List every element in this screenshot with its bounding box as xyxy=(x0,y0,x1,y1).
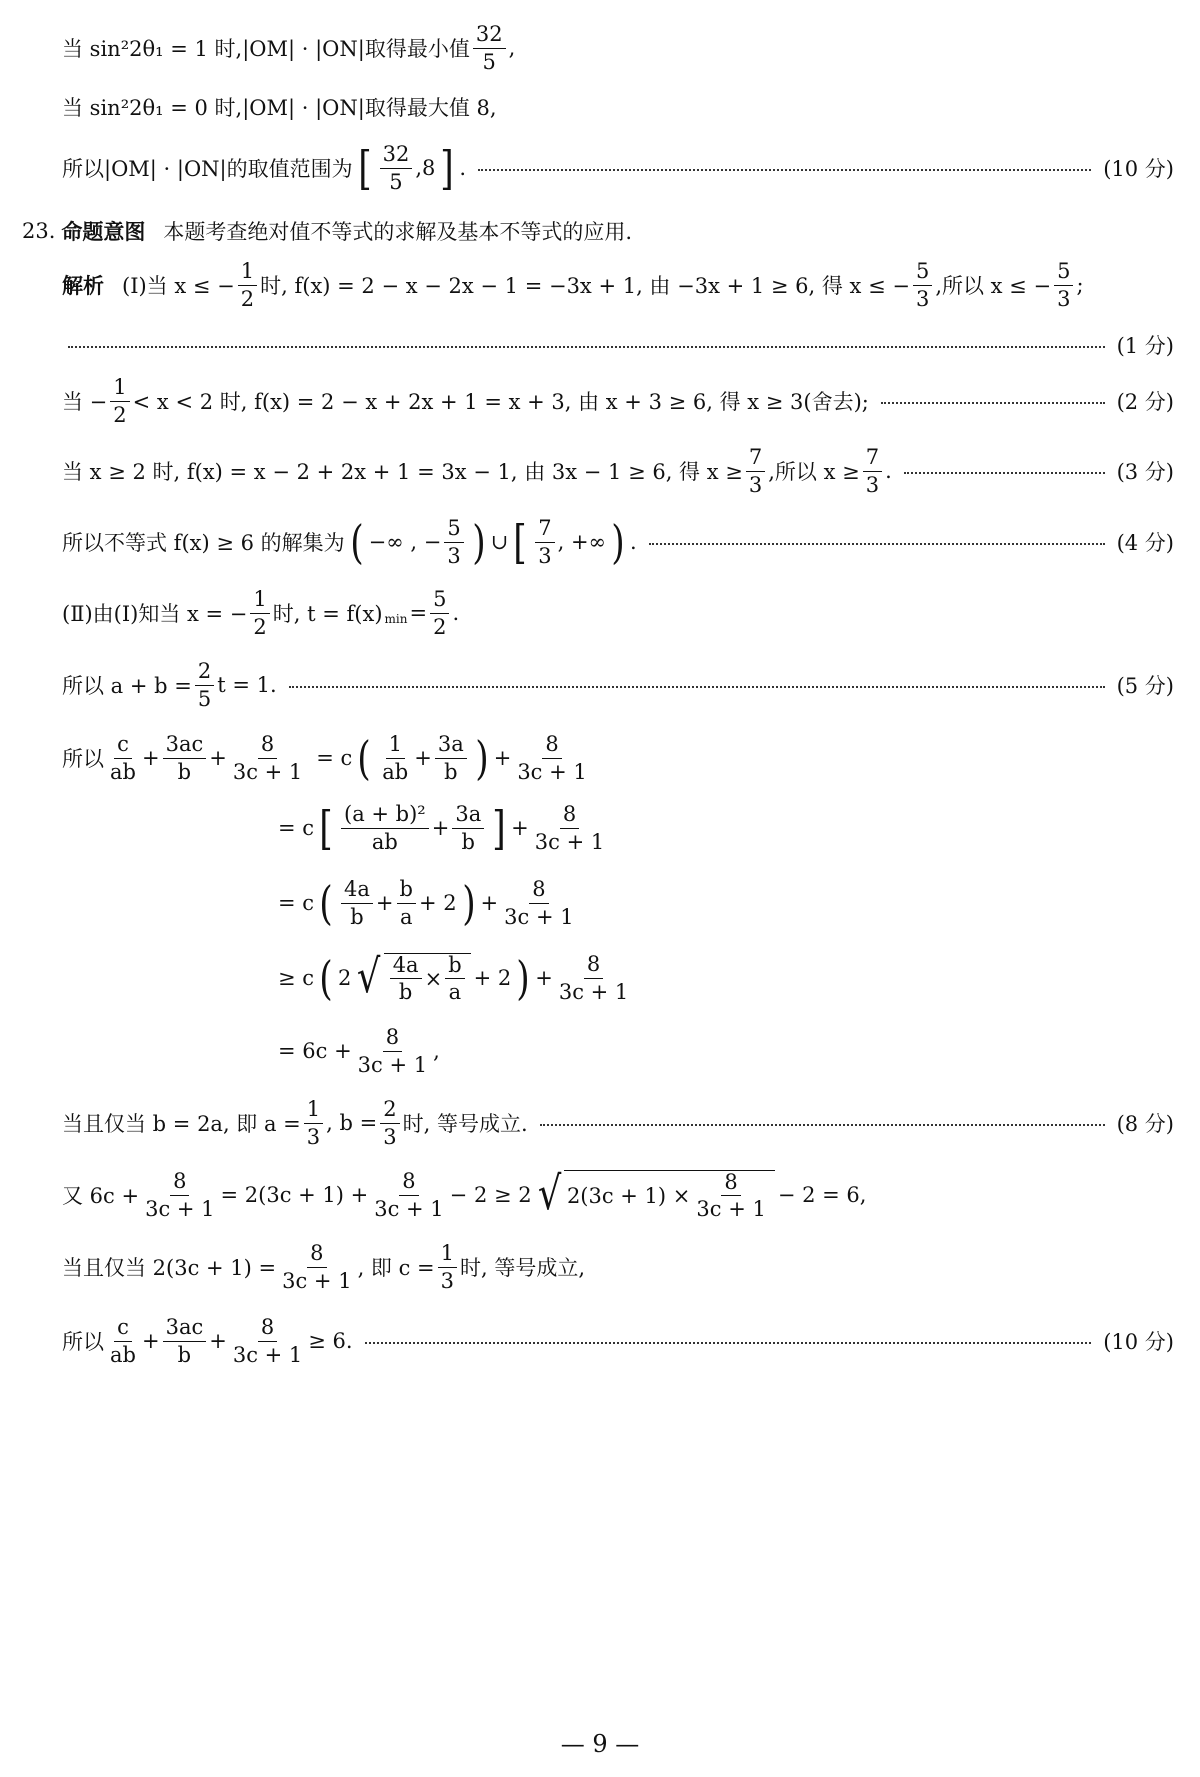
line-range xyxy=(62,140,1174,196)
score-label: (3 分) xyxy=(1116,460,1174,484)
fraction xyxy=(435,733,467,782)
line-derivation-5 xyxy=(278,1024,1174,1078)
right-paren: ) xyxy=(474,731,489,785)
operator: + xyxy=(511,816,529,840)
dot-leader xyxy=(881,402,1105,404)
text: 当且仅当 b = 2a, 即 a = xyxy=(62,1112,301,1136)
text: ,8 xyxy=(415,156,436,180)
denominator: b xyxy=(398,980,413,1004)
section-label: 命题意图 xyxy=(61,219,146,244)
line-conclusion xyxy=(62,1314,1174,1368)
denominator: 3c + 1 xyxy=(517,759,587,784)
denominator: a xyxy=(399,904,413,929)
text: 所以 xyxy=(62,747,104,771)
denominator: ab xyxy=(110,1342,136,1367)
numerator: 5 xyxy=(913,260,932,285)
text: + 2 xyxy=(418,891,457,915)
line-equality-condition-2 xyxy=(62,1240,1174,1294)
left-bracket: [ xyxy=(357,141,372,195)
left-paren: ( xyxy=(319,876,333,930)
operator: + xyxy=(431,816,450,840)
fraction xyxy=(163,733,207,782)
text: , b = xyxy=(326,1111,378,1135)
denominator: 3c + 1 xyxy=(504,904,574,929)
square-root xyxy=(535,1165,775,1221)
fraction xyxy=(746,446,765,495)
text: ,所以 x ≤ − xyxy=(935,274,1052,298)
numerator: (a + b)² xyxy=(341,803,429,828)
text: t = 1. xyxy=(217,673,277,697)
text: = c xyxy=(316,746,353,770)
denominator: 3c + 1 xyxy=(145,1196,215,1221)
line-solution-set xyxy=(62,514,1174,570)
denominator: ab xyxy=(110,759,136,784)
denominator: 3c + 1 xyxy=(558,979,629,1004)
numerator: 3ac xyxy=(163,1316,207,1341)
denominator: 3 xyxy=(447,543,461,568)
numerator: 7 xyxy=(535,517,554,542)
fraction xyxy=(501,878,576,927)
numerator: 5 xyxy=(444,517,463,542)
text: − 2 = 6, xyxy=(777,1183,867,1207)
text: 2(3c + 1) × xyxy=(566,1183,691,1208)
operator: + xyxy=(480,891,499,915)
denominator: 3c + 1 xyxy=(232,1342,303,1367)
text: < x < 2 时, f(x) = 2 − x + 2x + 1 = x + 3, 由 x + 3 ≥ 6, 得 x ≥ 3(舍去); xyxy=(132,390,869,414)
fraction xyxy=(514,733,589,782)
denominator: 3 xyxy=(915,286,930,311)
operator: + xyxy=(414,746,432,770)
problem-number: 23. xyxy=(22,219,56,243)
denominator: b xyxy=(177,1342,192,1367)
numerator: 8 xyxy=(721,1171,740,1196)
numerator: 3a xyxy=(452,803,484,828)
numerator: 8 xyxy=(560,803,579,828)
denominator: 2 xyxy=(113,402,127,427)
fraction xyxy=(341,803,429,852)
numerator: 5 xyxy=(1054,260,1073,285)
text: 所以 xyxy=(62,1330,104,1354)
fraction xyxy=(304,1098,323,1147)
numerator: 5 xyxy=(430,588,449,613)
fraction xyxy=(473,23,506,72)
denominator: b xyxy=(444,759,458,784)
score-label: (10 分) xyxy=(1103,157,1174,181)
left-bracket: [ xyxy=(513,515,527,569)
left-bracket: [ xyxy=(319,801,333,855)
fraction xyxy=(107,1316,139,1365)
denominator: 3 xyxy=(748,472,763,497)
text: . xyxy=(452,601,460,625)
numerator: b xyxy=(397,878,416,903)
line-derivation-4 xyxy=(278,944,1174,1012)
text: 当 sin²2θ₁ = 1 时,|OM| · |ON|取得最小值 xyxy=(62,37,470,61)
denominator: 3c + 1 xyxy=(357,1052,428,1077)
operator: + xyxy=(141,746,160,770)
text: , +∞ xyxy=(557,530,607,554)
denominator: 5 xyxy=(197,686,212,711)
operator: + xyxy=(493,746,512,770)
numerator: 7 xyxy=(863,446,882,471)
denominator: 3c + 1 xyxy=(696,1197,766,1221)
fraction xyxy=(532,803,607,852)
fraction xyxy=(380,1098,399,1147)
line-derivation-2 xyxy=(278,798,1174,858)
line-case-3 xyxy=(62,444,1174,498)
section-label: 解析 xyxy=(62,273,104,298)
numerator: 8 xyxy=(170,1170,189,1195)
fraction xyxy=(430,588,449,637)
dot-leader xyxy=(478,169,1091,171)
radical-sign: √ xyxy=(357,948,381,1003)
numerator: b xyxy=(445,954,464,979)
text: . xyxy=(459,156,467,180)
text: 当 sin²2θ₁ = 0 时,|OM| · |ON|取得最大值 8, xyxy=(62,96,497,120)
numerator: 1 xyxy=(438,1242,457,1267)
left-paren: ( xyxy=(319,951,333,1005)
text: 所以|OM| · |ON|的取值范围为 xyxy=(62,157,353,181)
fraction xyxy=(693,1171,768,1220)
fraction xyxy=(110,376,129,425)
text: 当 − xyxy=(62,390,108,414)
denominator: ab xyxy=(382,759,409,784)
text: ,所以 x ≥ xyxy=(768,460,860,484)
fraction xyxy=(195,660,214,709)
fraction xyxy=(238,260,257,309)
operator: + xyxy=(535,966,553,990)
numerator: 7 xyxy=(746,446,765,471)
numerator: 8 xyxy=(258,733,277,758)
dot-leader xyxy=(68,346,1105,348)
fraction xyxy=(355,1026,430,1075)
denominator: 3c + 1 xyxy=(282,1268,352,1293)
right-paren: ) xyxy=(611,515,625,569)
numerator: 8 xyxy=(542,733,561,758)
denominator: ab xyxy=(371,829,398,854)
text: 当 x ≥ 2 时, f(x) = x − 2 + 2x + 1 = 3x − 1, 由 3x − 1 ≥ 6, 得 x ≥ xyxy=(62,460,743,484)
text: − 2 ≥ 2 xyxy=(449,1183,532,1207)
text: = 6c + xyxy=(278,1039,352,1063)
denominator: 3c + 1 xyxy=(232,759,303,784)
text: , xyxy=(433,1039,440,1063)
denominator: 3 xyxy=(1057,286,1071,311)
line-equality-condition-1 xyxy=(62,1096,1174,1150)
left-paren: ( xyxy=(357,731,372,785)
denominator: b xyxy=(350,904,364,929)
text: . xyxy=(630,530,637,554)
fraction xyxy=(230,1316,305,1365)
text: −∞ , − xyxy=(368,530,442,554)
text: , xyxy=(508,36,516,60)
numerator: 32 xyxy=(473,23,506,48)
fraction xyxy=(230,733,305,782)
score-label: (4 分) xyxy=(1116,531,1174,555)
numerator: 1 xyxy=(304,1098,323,1123)
fraction xyxy=(341,878,373,927)
fraction xyxy=(444,517,463,566)
problem-23-intent xyxy=(22,214,1174,248)
text: 2 xyxy=(338,966,352,990)
text: 又 6c + xyxy=(62,1184,140,1208)
text: (Ⅰ)当 x ≤ − xyxy=(122,274,235,298)
score-label: (1 分) xyxy=(1116,334,1174,358)
text: = c xyxy=(278,816,315,840)
denominator: 3c + 1 xyxy=(374,1196,444,1221)
fraction xyxy=(279,1242,354,1291)
subscript: min xyxy=(384,612,408,626)
text: + 2 xyxy=(473,966,512,990)
radical-sign: √ xyxy=(537,1165,562,1220)
text: 当且仅当 2(3c + 1) = xyxy=(62,1256,277,1280)
fraction xyxy=(371,1170,446,1219)
numerator: 1 xyxy=(238,260,257,285)
line-part-2-min xyxy=(62,586,1174,640)
text: 时, t = f(x) xyxy=(272,602,383,626)
operator: × xyxy=(424,966,443,991)
fraction xyxy=(107,733,139,782)
text: 时, 等号成立, xyxy=(460,1256,586,1280)
denominator: 3 xyxy=(865,472,880,497)
text: (Ⅱ)由(Ⅰ)知当 x = − xyxy=(62,602,248,626)
line-min-value xyxy=(62,22,1174,74)
numerator: c xyxy=(114,1316,132,1341)
fraction xyxy=(863,446,882,495)
text: = 2(3c + 1) + xyxy=(220,1183,369,1207)
dot-leader xyxy=(649,543,1105,545)
denominator: 5 xyxy=(482,49,496,74)
fraction xyxy=(142,1170,217,1219)
denominator: a xyxy=(448,980,462,1004)
fraction xyxy=(438,1242,457,1291)
dot-leader xyxy=(904,472,1105,474)
score-label: (10 分) xyxy=(1103,1330,1174,1354)
text: ; xyxy=(1076,273,1084,297)
denominator: b xyxy=(177,759,192,784)
right-bracket: ] xyxy=(492,801,506,855)
numerator: 4a xyxy=(390,954,422,979)
fraction xyxy=(556,953,631,1002)
numerator: 3a xyxy=(435,733,467,758)
dot-leader xyxy=(289,686,1105,688)
right-paren: ) xyxy=(461,876,476,930)
numerator: 1 xyxy=(110,376,129,401)
line-max-value xyxy=(62,90,1174,124)
text: 本题考查绝对值不等式的求解及基本不等式的应用. xyxy=(163,220,633,244)
denominator: 3 xyxy=(383,1124,397,1149)
right-paren: ) xyxy=(471,515,486,569)
fraction xyxy=(1054,260,1073,309)
square-root xyxy=(354,948,470,1004)
fraction xyxy=(250,588,269,637)
numerator: 8 xyxy=(383,1026,402,1051)
text: 所以 a + b = xyxy=(62,674,192,698)
denominator: 2 xyxy=(433,614,447,639)
text: . xyxy=(885,459,892,483)
fraction xyxy=(390,954,422,1003)
numerator: 8 xyxy=(584,953,603,978)
operator: + xyxy=(209,1329,227,1353)
fraction xyxy=(913,260,932,309)
line-second-inequality xyxy=(62,1162,1174,1228)
denominator: 5 xyxy=(389,169,403,194)
numerator: 4a xyxy=(341,878,373,903)
numerator: 3ac xyxy=(163,733,207,758)
text: 所以不等式 f(x) ≥ 6 的解集为 xyxy=(62,531,345,555)
denominator: 2 xyxy=(240,286,255,311)
fraction xyxy=(445,954,464,1003)
text: 时, 等号成立. xyxy=(402,1112,528,1136)
denominator: 3 xyxy=(538,543,552,568)
line-derivation-3 xyxy=(278,874,1174,932)
operator: + xyxy=(375,891,394,915)
fraction xyxy=(163,1316,207,1365)
fraction xyxy=(535,517,554,566)
denominator: b xyxy=(461,829,475,854)
line-case-1 xyxy=(62,258,1174,312)
operator: + xyxy=(141,1329,160,1353)
numerator: 1 xyxy=(250,588,269,613)
numerator: 8 xyxy=(399,1170,418,1195)
text: = xyxy=(409,601,428,625)
dot-leader xyxy=(540,1124,1105,1126)
denominator: 2 xyxy=(253,614,267,639)
denominator: 3 xyxy=(440,1268,454,1293)
numerator: 8 xyxy=(307,1242,326,1267)
numerator: 2 xyxy=(380,1098,399,1123)
score-label: (5 分) xyxy=(1116,674,1174,698)
fraction xyxy=(379,733,411,782)
score-label: (8 分) xyxy=(1116,1112,1174,1136)
fraction xyxy=(397,878,416,927)
line-case-2 xyxy=(62,374,1174,428)
operator: + xyxy=(209,746,227,770)
numerator: 8 xyxy=(529,878,548,903)
fraction xyxy=(380,143,413,192)
numerator: 32 xyxy=(380,143,413,168)
text: , 即 c = xyxy=(357,1256,435,1280)
line-a-plus-b xyxy=(62,658,1174,712)
line-score-1 xyxy=(68,328,1174,362)
numerator: 1 xyxy=(386,733,405,758)
numerator: 2 xyxy=(195,660,214,685)
numerator: c xyxy=(114,733,132,758)
page-number: — 9 — xyxy=(560,1730,640,1758)
text: = c xyxy=(278,891,315,915)
fraction xyxy=(452,803,484,852)
score-label: (2 分) xyxy=(1116,390,1174,414)
denominator: 3 xyxy=(306,1124,321,1149)
numerator: 8 xyxy=(258,1316,277,1341)
denominator: 3c + 1 xyxy=(534,829,605,854)
line-derivation-1 xyxy=(62,730,1174,786)
text: 时, f(x) = 2 − x − 2x − 1 = −3x + 1, 由 −3x + 1 ≥ 6, 得 x ≤ − xyxy=(260,274,910,298)
union-symbol: ∪ xyxy=(490,530,509,554)
right-bracket: ] xyxy=(440,141,455,195)
dot-leader xyxy=(365,1342,1092,1344)
text: ≥ c xyxy=(278,966,315,990)
left-paren: ( xyxy=(349,515,364,569)
text: ≥ 6. xyxy=(308,1329,353,1353)
right-paren: ) xyxy=(516,951,530,1005)
